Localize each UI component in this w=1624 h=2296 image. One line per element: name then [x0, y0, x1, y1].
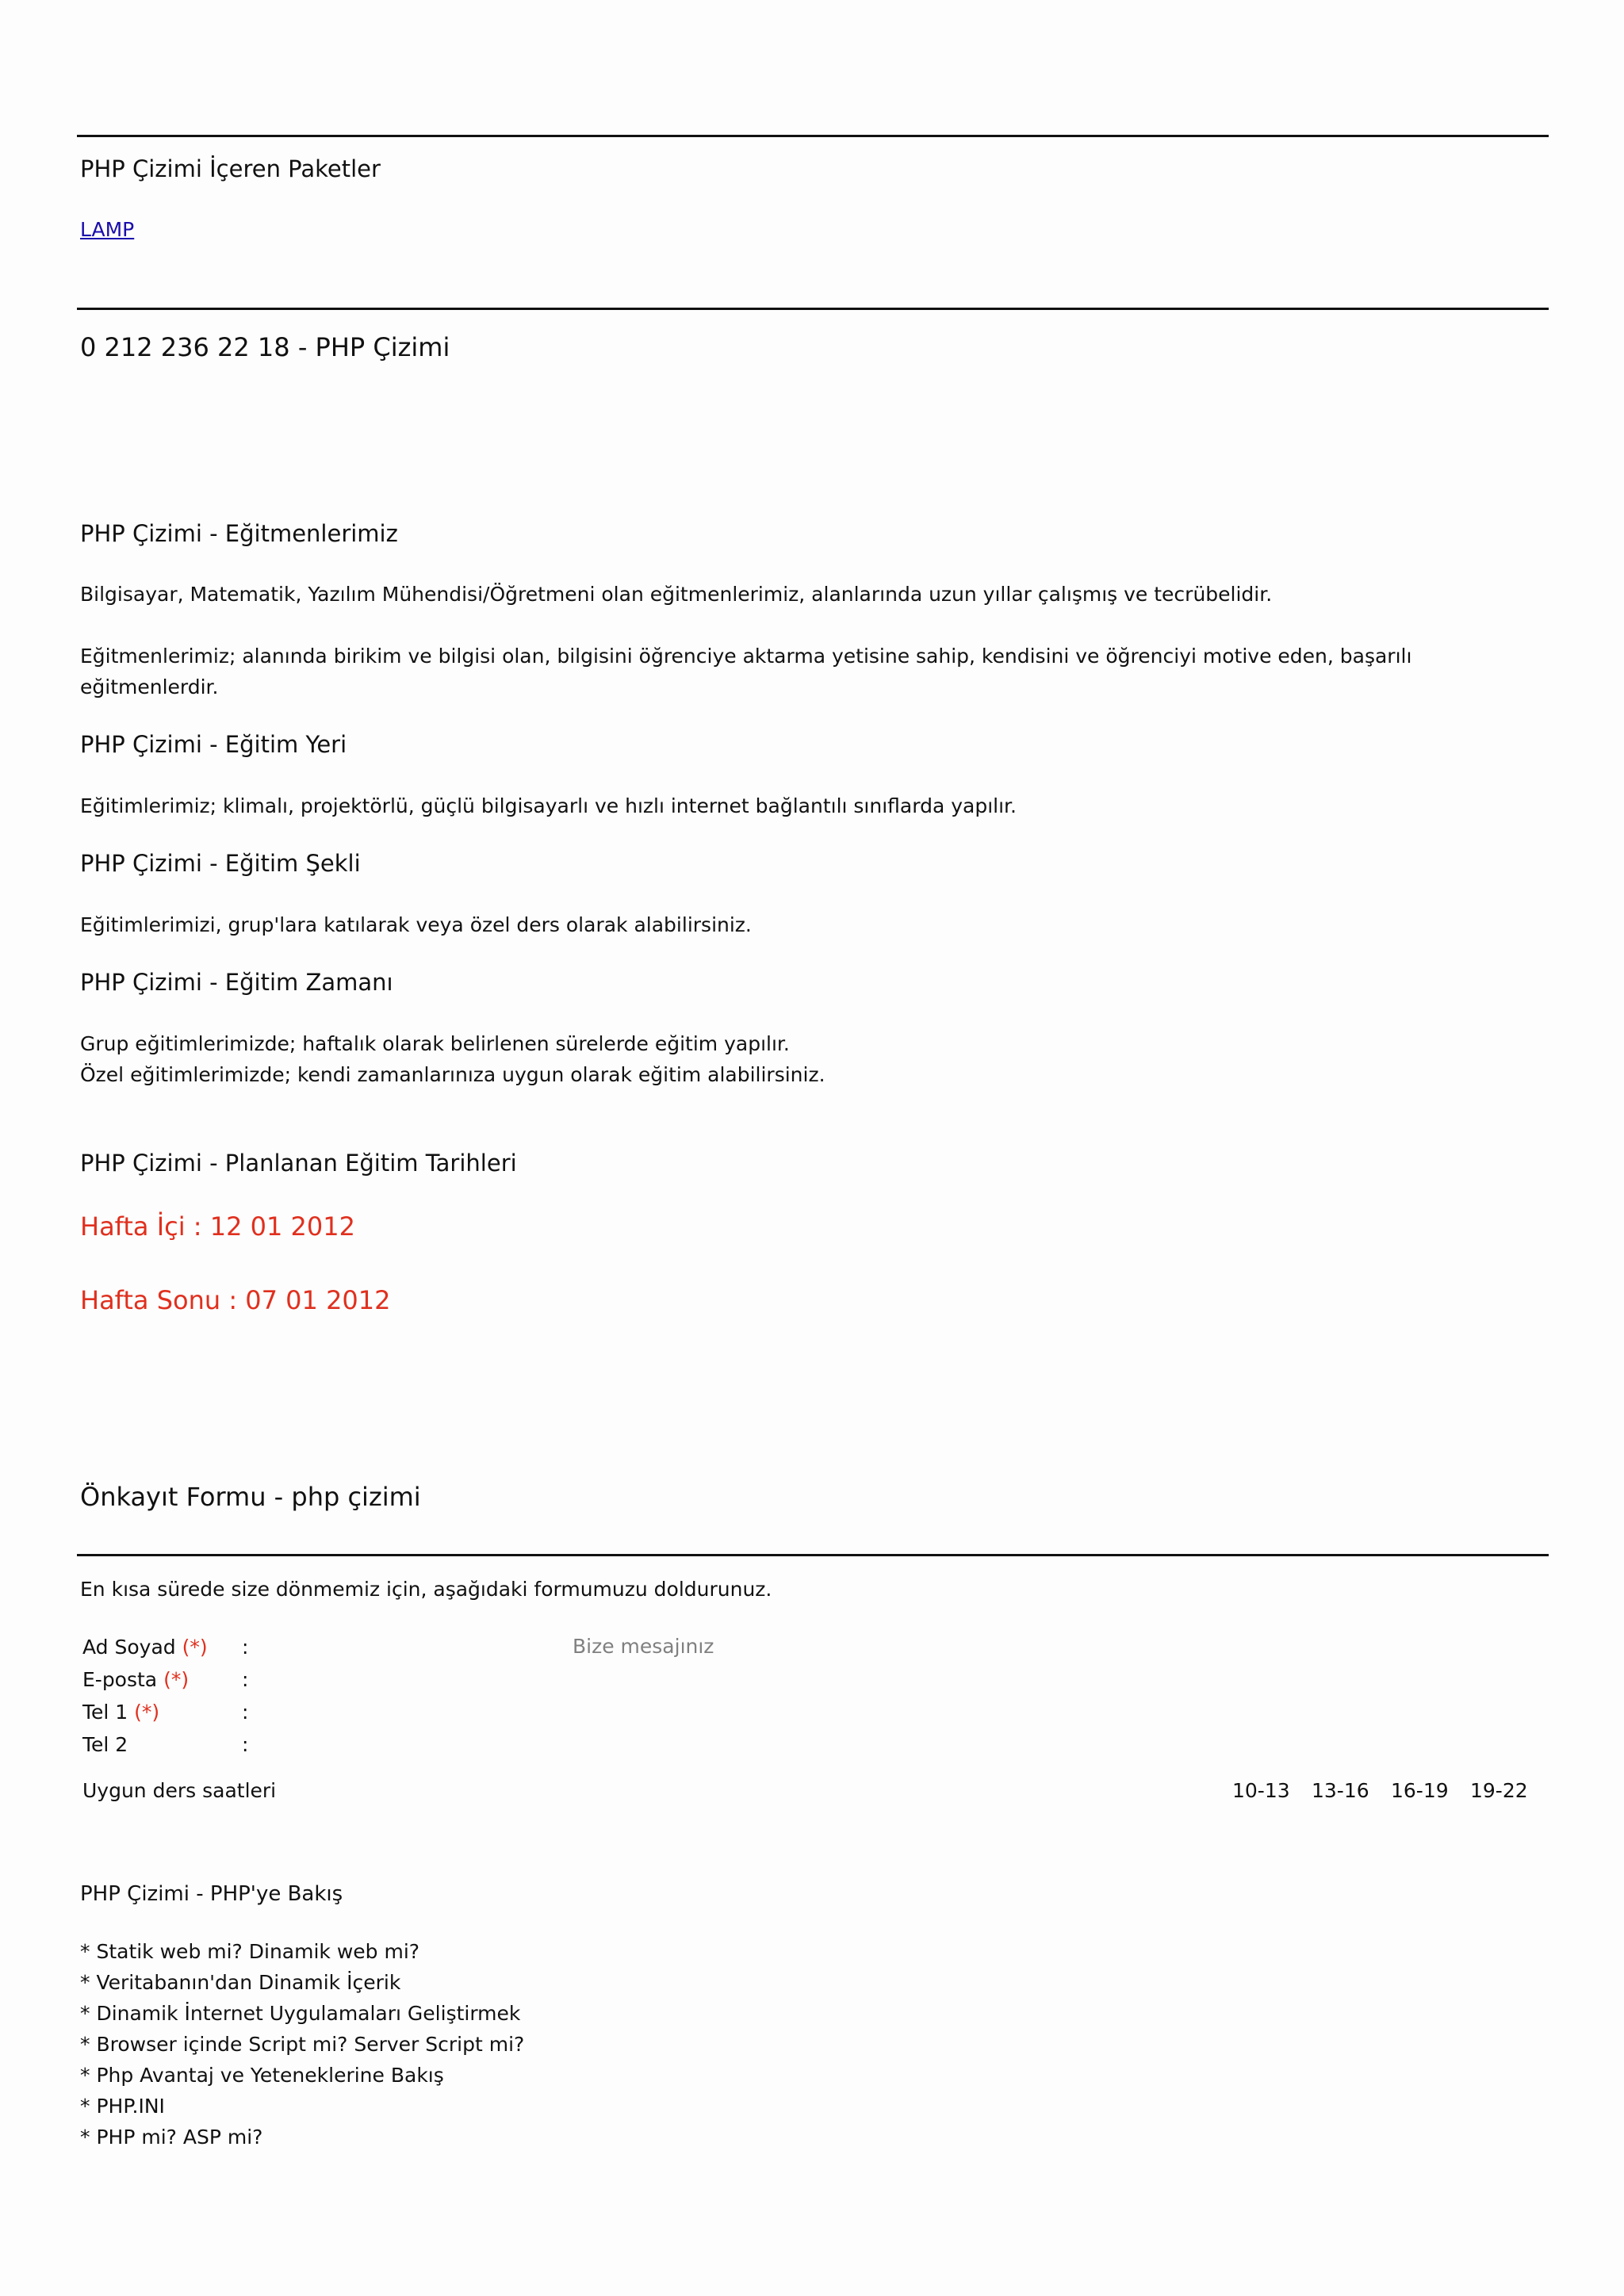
list-item: * Php Avantaj ve Yeteneklerine Bakış [80, 2064, 444, 2087]
location-title: PHP Çizimi - Eğitim Yeri [80, 731, 347, 758]
hour-slot-10-13[interactable]: 10-13 [1232, 1779, 1290, 1802]
list-item: * Browser içinde Script mi? Server Script mi? [80, 2033, 525, 2056]
divider [77, 308, 1549, 310]
message-input[interactable] [573, 1635, 1048, 1793]
format-text: Eğitimlerimizi, grup'lara katılarak veya özel ders olarak alabilirsiniz. [80, 913, 752, 936]
weekend-date: Hafta Sonu : 07 01 2012 [80, 1285, 391, 1315]
trainers-text: Bilgisayar, Matematik, Yazılım Mühendisi/Öğretmeni olan eğitmenlerimiz, alanlarında uzun yıllar çalışmış ve tecrübelidir. [80, 583, 1273, 606]
time-title: PHP Çizimi - Eğitim Zamanı [80, 969, 393, 996]
hours-label: Uygun ders saatleri [82, 1779, 277, 1802]
field-colon: : [242, 1701, 249, 1724]
email-label [82, 1668, 189, 1691]
required-mark: (*) [134, 1701, 160, 1724]
name-label [82, 1636, 208, 1659]
time-text-line1: Grup eğitimlerimizde; haftalık olarak belirlenen sürelerde eğitim yapılır. [80, 1032, 790, 1055]
hour-slot-16-19[interactable]: 16-19 [1391, 1779, 1449, 1802]
field-label: Tel 1 [82, 1701, 128, 1724]
field-label: Tel 2 [82, 1733, 128, 1756]
divider [77, 1554, 1549, 1556]
list-item: * Veritabanın'dan Dinamik İçerik [80, 1971, 401, 1994]
format-title: PHP Çizimi - Eğitim Şekli [80, 850, 361, 877]
phone-heading: 0 212 236 22 18 - PHP Çizimi [80, 332, 450, 362]
form-intro: En kısa sürede size dönmemiz için, aşağıdaki formumuzu doldurunuz. [80, 1578, 772, 1601]
field-colon: : [242, 1733, 249, 1756]
form-title: Önkayıt Formu - php çizimi [80, 1482, 421, 1512]
list-item: * PHP.INI [80, 2095, 165, 2118]
divider [77, 135, 1549, 137]
field-label: E-posta [82, 1668, 158, 1691]
field-label: Ad Soyad [82, 1636, 176, 1659]
list-item: * Dinamik İnternet Uygulamaları Geliştirmek [80, 2002, 521, 2025]
trainers-text-line1: Eğitmenlerimiz; alanında birikim ve bilgisi olan, bilgisini öğrenciye aktarma yetisine sahip, kendisini ve öğrenciyi motive eden, başarılı [80, 645, 1412, 668]
dates-title: PHP Çizimi - Planlanan Eğitim Tarihleri [80, 1150, 517, 1177]
overview-list [80, 1936, 524, 2152]
trainers-text-line2: eğitmenlerdir. [80, 675, 219, 698]
time-text-line2: Özel eğitimlerimizde; kendi zamanlarınıza uygun olarak eğitim alabilirsiniz. [80, 1063, 825, 1086]
required-mark: (*) [163, 1668, 190, 1691]
required-mark: (*) [182, 1636, 208, 1659]
weekday-date: Hafta İçi : 12 01 2012 [80, 1211, 355, 1242]
location-text: Eğitimlerimiz; klimalı, projektörlü, güçlü bilgisayarlı ve hızlı internet bağlantılı sınıflarda yapılır. [80, 794, 1017, 817]
field-colon: : [242, 1636, 249, 1659]
trainers-title: PHP Çizimi - Eğitmenlerimiz [80, 520, 398, 547]
field-colon: : [242, 1668, 249, 1691]
overview-title: PHP Çizimi - PHP'ye Bakış [80, 1882, 343, 1906]
lamp-link[interactable]: LAMP [80, 218, 135, 241]
list-item: * PHP mi? ASP mi? [80, 2126, 263, 2149]
tel1-label [82, 1701, 159, 1724]
hour-slot-19-22[interactable]: 19-22 [1470, 1779, 1528, 1802]
list-item: * Statik web mi? Dinamik web mi? [80, 1940, 420, 1963]
tel2-label [82, 1733, 128, 1756]
packages-title: PHP Çizimi İçeren Paketler [80, 155, 381, 182]
hour-slot-13-16[interactable]: 13-16 [1312, 1779, 1369, 1802]
